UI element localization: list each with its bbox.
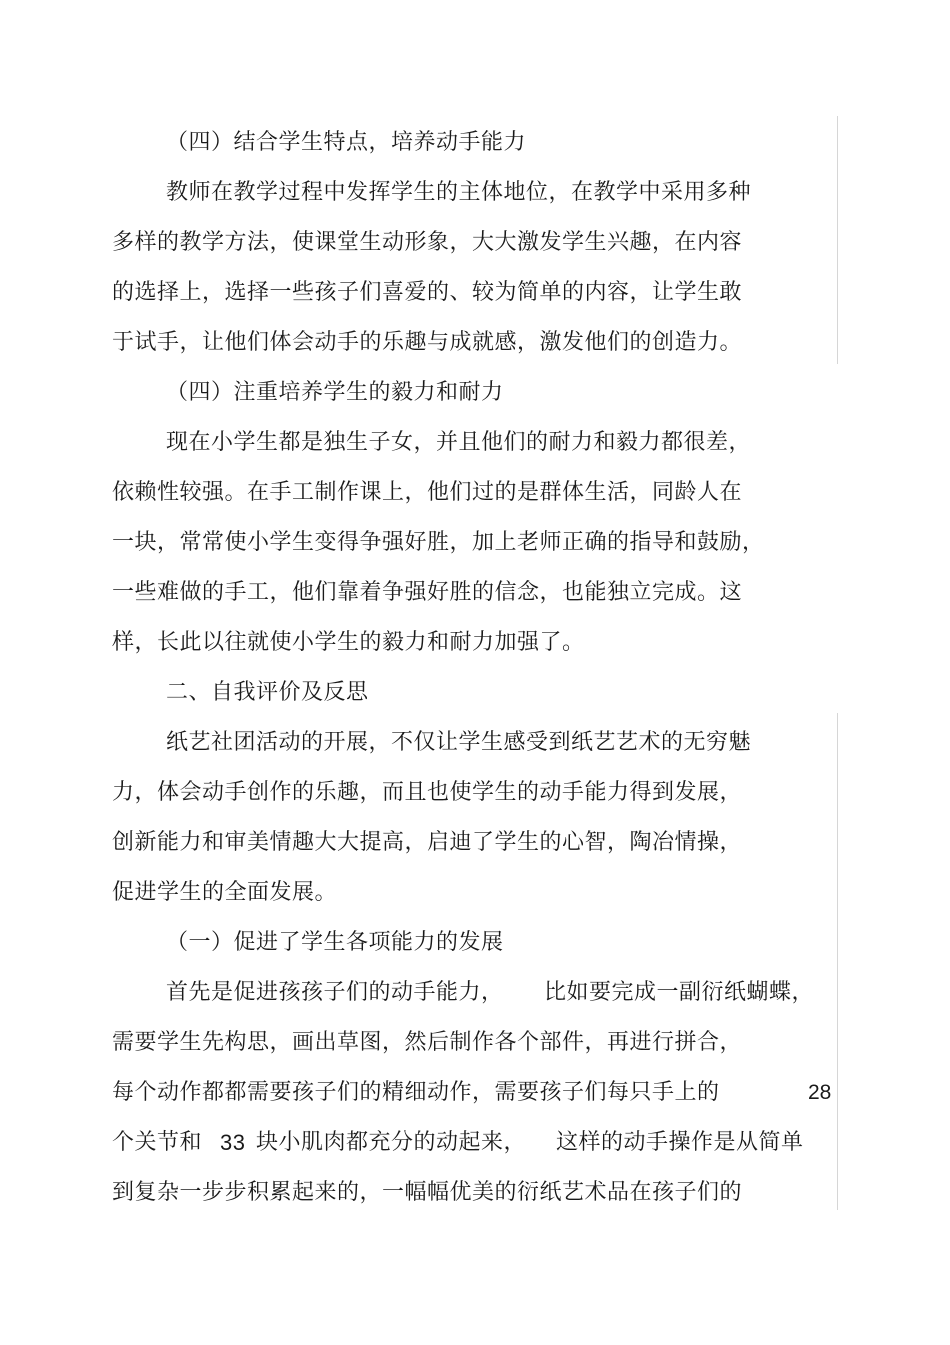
paragraph-line: 首先是促进孩孩子们的动手能力， <box>166 980 504 1005</box>
paragraph-line: 创新能力和审美情趣大大提高，启迪了学生的心智，陶冶情操， <box>112 830 743 855</box>
paragraph-line: 一块，常常使小学生变得争强好胜，加上老师正确的指导和鼓励， <box>112 530 765 555</box>
paragraph-line: 于试手，让他们体会动手的乐趣与成就感，激发他们的创造力。 <box>112 330 743 355</box>
paragraph-line: 纸艺社团活动的开展，不仅让学生感受到纸艺艺术的无穷魅 <box>166 730 752 755</box>
paragraph-line: 依赖性较强。在手工制作课上，他们过的是群体生活，同龄人在 <box>112 480 743 505</box>
paragraph-line: 教师在教学过程中发挥学生的主体地位，在教学中采用多种 <box>166 180 752 205</box>
right-margin-rule-top <box>837 116 838 364</box>
section-heading-4a: （四）结合学生特点，培养动手能力 <box>166 130 527 155</box>
margin-number: 28 <box>808 1081 832 1104</box>
paragraph-line: 样，长此以往就使小学生的毅力和耐力加强了。 <box>112 630 585 655</box>
paragraph-number: 33 <box>220 1130 246 1155</box>
paragraph-line: 促进学生的全面发展。 <box>112 880 338 905</box>
paragraph-line: 比如要完成一副衍纸蝴蝶， <box>544 980 815 1005</box>
paragraph-line: 块小肌肉都充分的动起来， <box>256 1130 527 1155</box>
paragraph-line: 到复杂一步步积累起来的，一幅幅优美的衍纸艺术品在孩子们的 <box>112 1180 743 1205</box>
paragraph-line: 现在小学生都是独生子女，并且他们的耐力和毅力都很差， <box>166 430 752 455</box>
paragraph-line: 的选择上，选择一些孩子们喜爱的、较为简单的内容，让学生敢 <box>112 280 743 305</box>
right-margin-rule-bottom <box>837 713 838 1210</box>
paragraph-line: 这样的动手操作是从简单 <box>556 1130 804 1155</box>
section-heading-1: （一）促进了学生各项能力的发展 <box>166 930 504 955</box>
paragraph-line: 个关节和 <box>112 1130 203 1155</box>
paragraph-line: 力，体会动手创作的乐趣，而且也使学生的动手能力得到发展， <box>112 780 743 805</box>
section-heading-4b: （四）注重培养学生的毅力和耐力 <box>166 380 504 405</box>
paragraph-line: 一些难做的手工，他们靠着争强好胜的信念，也能独立完成。这 <box>112 580 743 605</box>
paragraph-line: 多样的教学方法，使课堂生动形象，大大激发学生兴趣，在内容 <box>112 230 743 255</box>
paragraph-line: 需要学生先构思，画出草图，然后制作各个部件，再进行拼合， <box>112 1030 743 1055</box>
paragraph-line: 每个动作都都需要孩子们的精细动作，需要孩子们每只手上的 <box>112 1080 720 1105</box>
section-heading-2: 二、自我评价及反思 <box>166 680 369 705</box>
